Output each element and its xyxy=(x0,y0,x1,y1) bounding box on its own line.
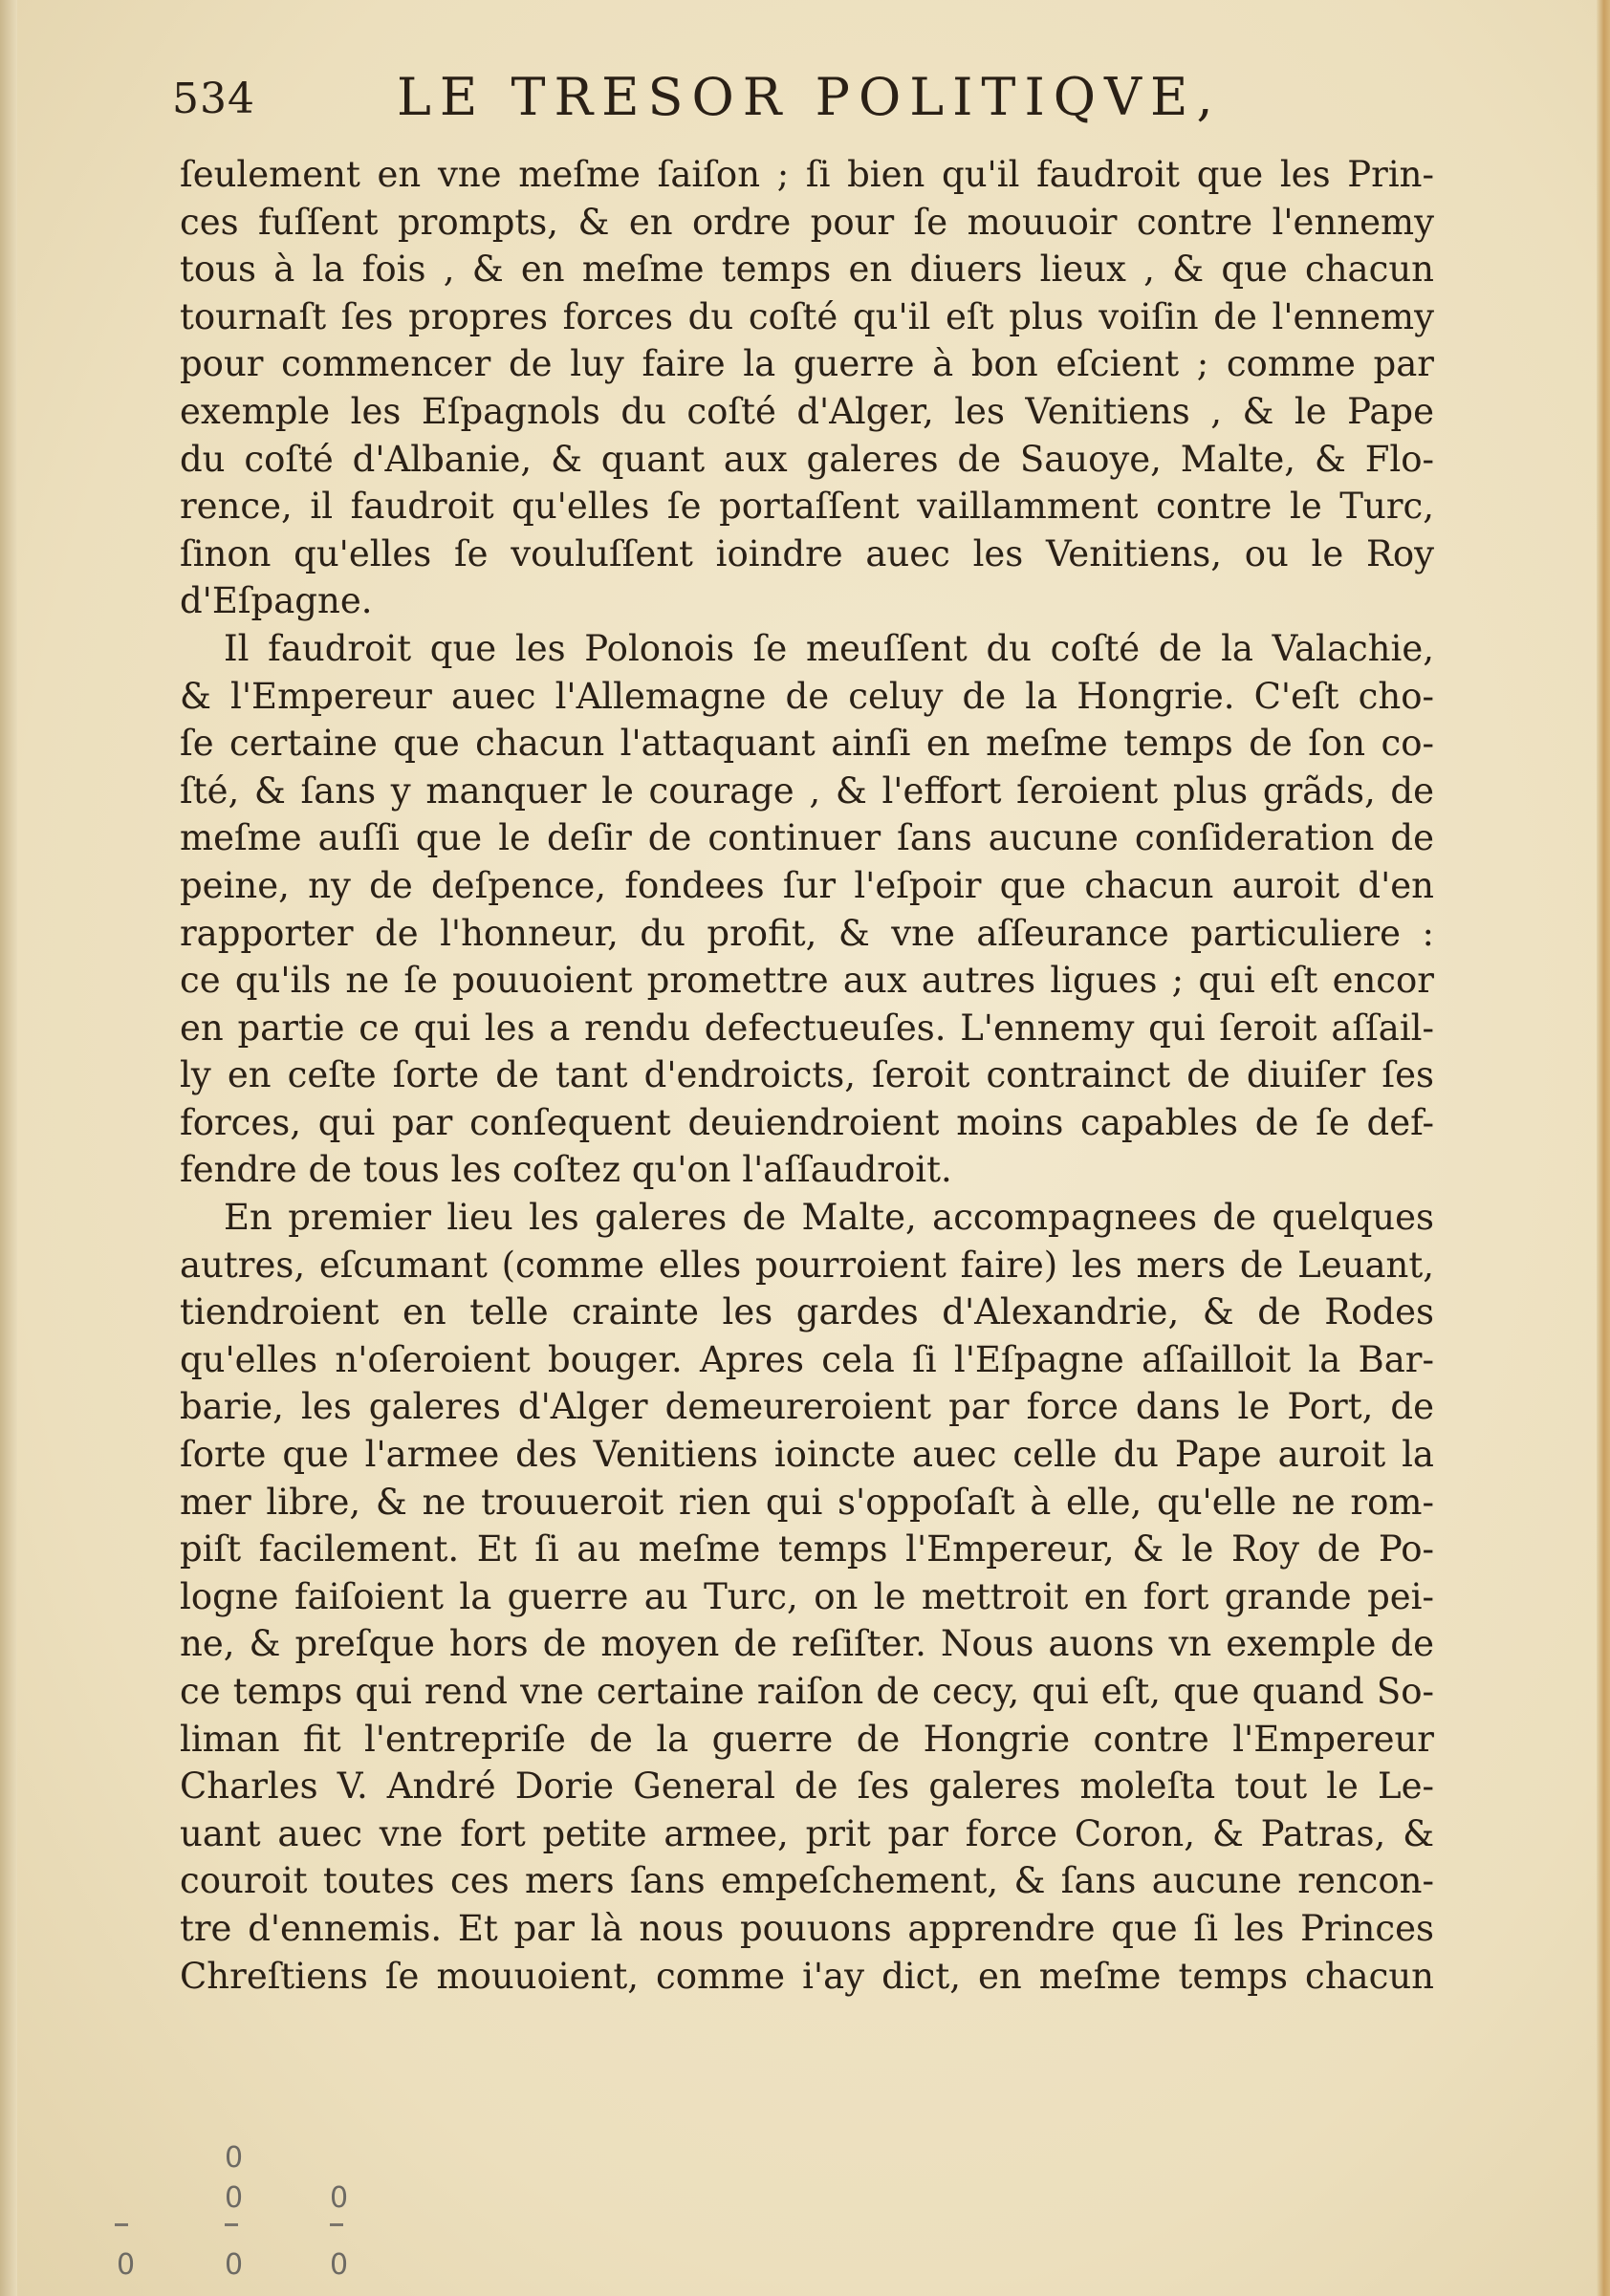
paragraph xyxy=(180,625,1434,1194)
text-line: rapporter de l'honneur, du profit, & vne aſſeurance particuliere : xyxy=(180,912,1434,954)
text-line: ces fuſſent prompts, & en ordre pour ſe mouuoir contre l'ennemy xyxy=(180,201,1434,243)
footer-tick xyxy=(330,2223,343,2226)
text-line: ſté, & ſans y manquer le courage , & l'effort ſeroient plus grãds, de xyxy=(180,769,1434,812)
text-line: autres, eſcumant (comme elles pourroient faire) les mers de Leuant, xyxy=(180,1244,1434,1286)
footer-mark: 0 xyxy=(225,2141,244,2175)
footer-mark: 0 xyxy=(330,2181,349,2215)
page-left-edge xyxy=(0,0,17,2296)
page-header xyxy=(172,67,1272,143)
text-line: qu'elles n'oſeroient bouger. Apres cela ſi l'Eſpagne aſſailloit la Bar- xyxy=(180,1338,1434,1380)
text-line: liman fit l'entrepriſe de la guerre de Hongrie contre l'Empereur xyxy=(180,1718,1434,1760)
page-number: 534 xyxy=(172,75,255,123)
footer-mark: 0 xyxy=(117,2248,136,2282)
text-line: pour commencer de luy faire la guerre à bon eſcient ; comme par xyxy=(180,343,1434,385)
text-line: du coſté d'Albanie, & quant aux galeres de Sauoye, Malte, & Flo- xyxy=(180,438,1434,480)
text-line: exemple les Eſpagnols du coſté d'Alger, les Venitiens , & le Pape xyxy=(180,390,1434,432)
running-title: LE TRESOR POLITIQVE, xyxy=(397,67,1222,127)
footer-tick xyxy=(115,2223,128,2226)
text-line: Chreſtiens ſe mouuoient, comme i'ay dict, en meſme temps chacun xyxy=(180,1955,1434,1997)
text-line: ce temps qui rend vne certaine raiſon de cecy, qui eſt, que quand So- xyxy=(180,1671,1434,1712)
text-line: tous à la fois , & en meſme temps en diuers lieux , & que chacun xyxy=(180,249,1434,291)
text-line: ly en ceſte ſorte de tant d'endroicts, ſeroit contrainct de diuiſer ſes xyxy=(180,1054,1434,1096)
text-line: ſorte que l'armee des Venitiens ioincte auec celle du Pape auroit la xyxy=(180,1434,1434,1476)
text-line: Il faudroit que les Polonois ſe meuſſent du coſté de la Valachie, xyxy=(224,627,1434,669)
text-line: mer libre, & ne trouueroit rien qui s'oppoſaſt à elle, qu'elle ne rom- xyxy=(180,1481,1434,1523)
page-right-edge xyxy=(1597,0,1610,2296)
text-line: ſinon qu'elles ſe vouluſſent ioindre auec les Venitiens, ou le Roy xyxy=(180,532,1434,574)
text-line: meſme auſſi que le deſir de continuer ſans aucune conſideration de xyxy=(180,817,1434,859)
text-line: couroit toutes ces mers ſans empeſchement, & ſans aucune rencon- xyxy=(180,1860,1434,1902)
text-line: ce qu'ils ne ſe pouuoient promettre aux autres ligues ; qui eſt encor xyxy=(180,960,1434,1002)
footer-tick xyxy=(225,2223,238,2226)
footer-mark: 0 xyxy=(225,2248,244,2282)
text-line: & l'Empereur auec l'Allemagne de celuy de la Hongrie. C'eſt cho- xyxy=(180,675,1434,717)
text-line: forces, qui par conſequent deuiendroient moins capables de ſe def- xyxy=(180,1101,1434,1143)
text-line: d'Eſpagne. xyxy=(180,580,373,622)
paragraph xyxy=(180,1194,1434,2000)
text-line: logne faiſoient la guerre au Turc, on le mettroit en fort grande pei- xyxy=(180,1575,1434,1617)
text-line: ſeulement en vne meſme ſaiſon ; ſi bien qu'il faudroit que les Prin- xyxy=(180,154,1434,195)
text-line: uant auec vne fort petite armee, prit par force Coron, & Patras, & xyxy=(180,1812,1434,1854)
text-line: ſe certaine que chacun l'attaquant ainſi en meſme temps de ſon co- xyxy=(180,723,1434,765)
text-line: fendre de tous les coſtez qu'on l'aſſaudroit. xyxy=(180,1149,952,1191)
text-line: tre d'ennemis. Et par là nous pouuons apprendre que ſi les Princes xyxy=(180,1907,1434,1949)
footer-marks xyxy=(115,2141,402,2285)
text-line: tournaſt ſes propres forces du coſté qu'il eſt plus voiſin de l'ennemy xyxy=(180,295,1434,337)
footer-mark: 0 xyxy=(330,2248,349,2282)
footer-mark: 0 xyxy=(225,2181,244,2215)
text-line: ne, & preſque hors de moyen de reſiſter. Nous auons vn exemple de xyxy=(180,1623,1434,1665)
text-line: peine, ny de deſpence, fondees ſur l'eſpoir que chacun auroit d'en xyxy=(180,864,1434,906)
text-line: tiendroient en telle crainte les gardes d'Alexandrie, & de Rodes xyxy=(180,1291,1434,1333)
paragraph xyxy=(180,151,1434,625)
text-line: Charles V. André Dorie General de ſes galeres moleſta tout le Le- xyxy=(180,1765,1434,1808)
text-line: en partie ce qui les a rendu defectueuſes. L'ennemy qui ſeroit aſſail- xyxy=(180,1007,1434,1049)
body-text xyxy=(180,151,1434,2000)
text-line: En premier lieu les galeres de Malte, accompagnees de quelques xyxy=(224,1197,1434,1239)
text-line: barie, les galeres d'Alger demeureroient par force dans le Port, de xyxy=(180,1386,1434,1428)
text-line: piſt facilement. Et ſi au meſme temps l'Empereur, & le Roy de Po- xyxy=(180,1528,1434,1570)
text-line: rence, il faudroit qu'elles ſe portaſſent vaillamment contre le Turc, xyxy=(180,486,1434,528)
